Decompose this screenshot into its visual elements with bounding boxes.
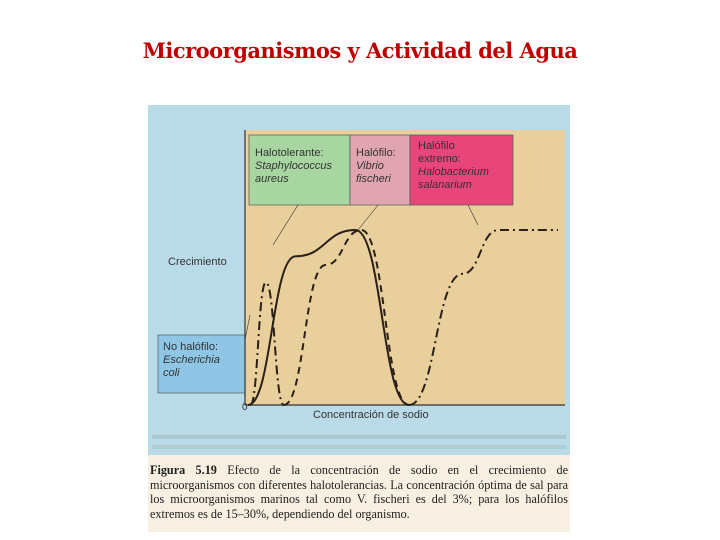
legend-label: Halobacterium — [418, 166, 489, 178]
legend-label: fischeri — [356, 173, 391, 185]
x-axis-label: Concentración de sodio — [313, 409, 429, 421]
legend-label: coli — [163, 367, 180, 379]
x-origin-label: 0 — [242, 402, 248, 413]
blurred-text-line — [152, 435, 566, 439]
caption-text: Efecto de la concentración de sodio en el crecimiento de microorganismos con diferentes halotolerancias. La concentración óptima de sal para los microorganismos marinos tal como V. fischeri es del 3%; para los halófilos extremos es de 15–30%, dependiendo del organismo. — [150, 463, 568, 521]
blurred-text-line — [152, 445, 566, 449]
legend-label: aureus — [255, 173, 289, 185]
figure-caption — [150, 463, 568, 521]
caption-figure-label: Figura 5.19 — [150, 463, 217, 477]
legend-label: Vibrio — [356, 160, 384, 172]
legend-label: Halófilo — [418, 140, 455, 152]
legend-box-halofilo — [350, 135, 410, 205]
legend-label: No halófilo: — [163, 341, 219, 353]
legend-label: extremo: — [418, 153, 461, 165]
slide-title: Microorganismos y Actividad del Agua — [142, 38, 578, 63]
legend-label: Staphylococcus — [255, 160, 333, 172]
legend-label: Escherichia — [163, 354, 220, 366]
y-axis-label: Crecimiento — [168, 256, 227, 268]
legend-box-extremo — [410, 135, 513, 205]
legend-label: Halófilo: — [356, 147, 396, 159]
textbook-figure — [148, 105, 570, 532]
legend-label: Halotolerante: — [255, 147, 324, 159]
legend-label: salanarium — [418, 179, 472, 191]
legend-box-nohalofilo — [158, 335, 245, 393]
legend-box-halotolerante — [249, 135, 350, 205]
